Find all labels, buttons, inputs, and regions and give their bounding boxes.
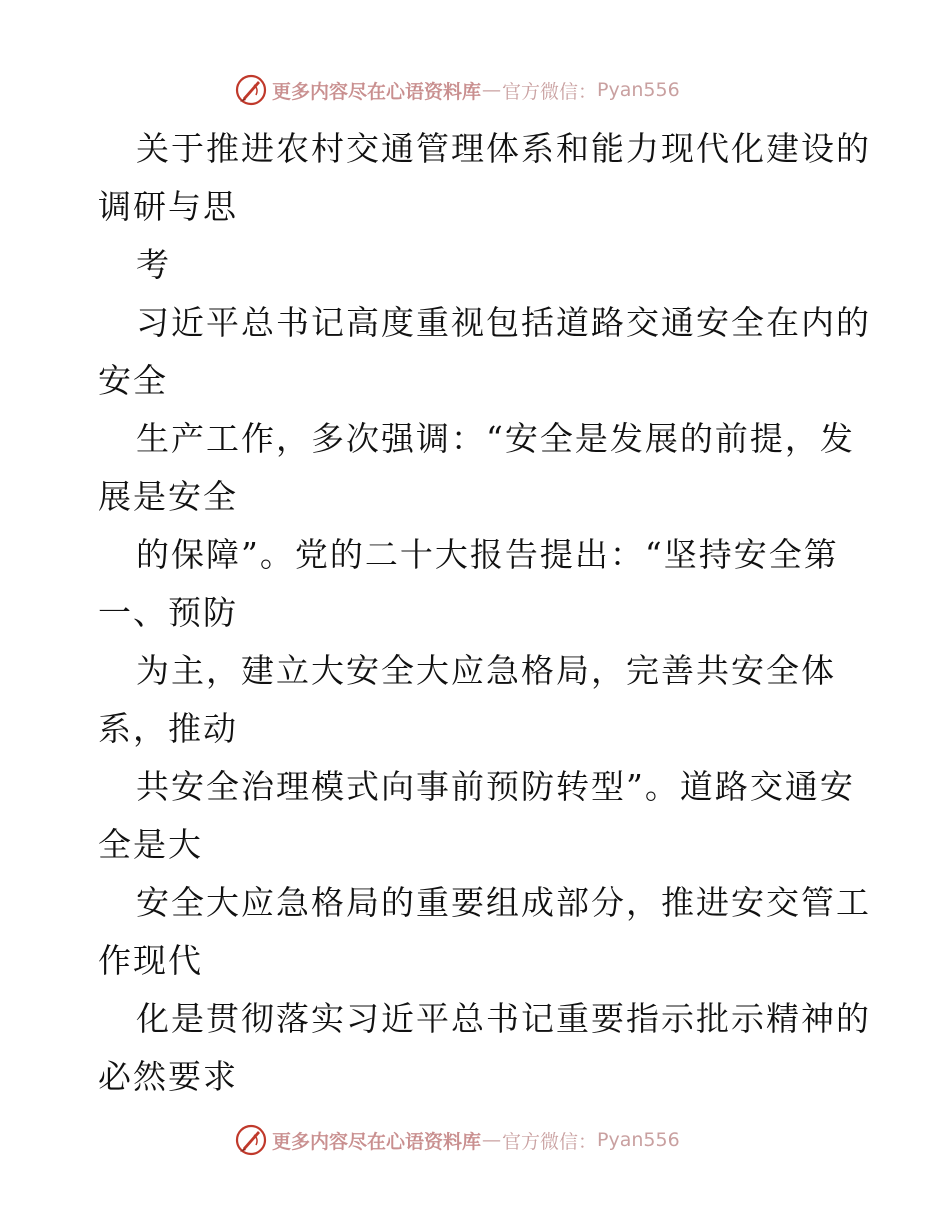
paragraph <box>98 758 858 874</box>
paragraph <box>98 410 858 526</box>
text-line: 为主，建立大安全大应急格局，完善共安全体 <box>136 651 836 690</box>
text-line: 作现代 <box>98 941 203 980</box>
watermark-dash: — <box>482 1129 502 1151</box>
paragraph <box>98 990 871 1106</box>
text-line: 关于推进农村交通管理体系和能力现代化建设的 <box>136 129 871 168</box>
paragraph <box>98 642 858 758</box>
text-line: 习近平总书记高度重视包括道路交通安全在内的 <box>136 303 871 342</box>
paragraph <box>98 236 858 294</box>
text-line: 一、预防 <box>98 593 238 632</box>
text-line: 系，推动 <box>98 709 238 748</box>
document-body <box>98 120 871 1106</box>
text-line: 展是安全 <box>98 477 238 516</box>
text-line: 生产工作，多次强调：“安全是发展的前提，发 <box>136 419 855 458</box>
watermark-wechat-id: Pyan556 <box>597 1129 680 1151</box>
watermark-brand: 更多内容尽在心语资料库 <box>272 80 482 103</box>
header-watermark <box>234 72 680 108</box>
text-line: 调研与思 <box>98 187 238 226</box>
text-line: 考 <box>136 245 171 284</box>
text-line: 安全大应急格局的重要组成部分，推进安交管工 <box>136 883 871 922</box>
watermark-wechat-id: Pyan556 <box>597 79 680 101</box>
paragraph <box>98 294 871 410</box>
watermark-dash: — <box>482 79 502 101</box>
watermark-brand: 更多内容尽在心语资料库 <box>272 1130 482 1153</box>
quill-pen-icon <box>234 1123 268 1157</box>
watermark-suffix: 官方微信： <box>502 1130 598 1153</box>
footer-watermark <box>234 1122 680 1158</box>
text-line: 化是贯彻落实习近平总书记重要指示批示精神的 <box>136 999 871 1038</box>
text-line: 全是大 <box>98 825 203 864</box>
paragraph <box>98 874 871 990</box>
text-line: 必然要求 <box>98 1057 238 1096</box>
paragraph <box>98 120 871 236</box>
paragraph <box>98 526 858 642</box>
text-line: 的保障”。党的二十大报告提出：“坚持安全第 <box>136 535 839 574</box>
text-line: 共安全治理模式向事前预防转型”。道路交通安 <box>136 767 855 806</box>
quill-pen-icon <box>234 73 268 107</box>
watermark-suffix: 官方微信： <box>502 80 598 103</box>
text-line: 安全 <box>98 361 168 400</box>
